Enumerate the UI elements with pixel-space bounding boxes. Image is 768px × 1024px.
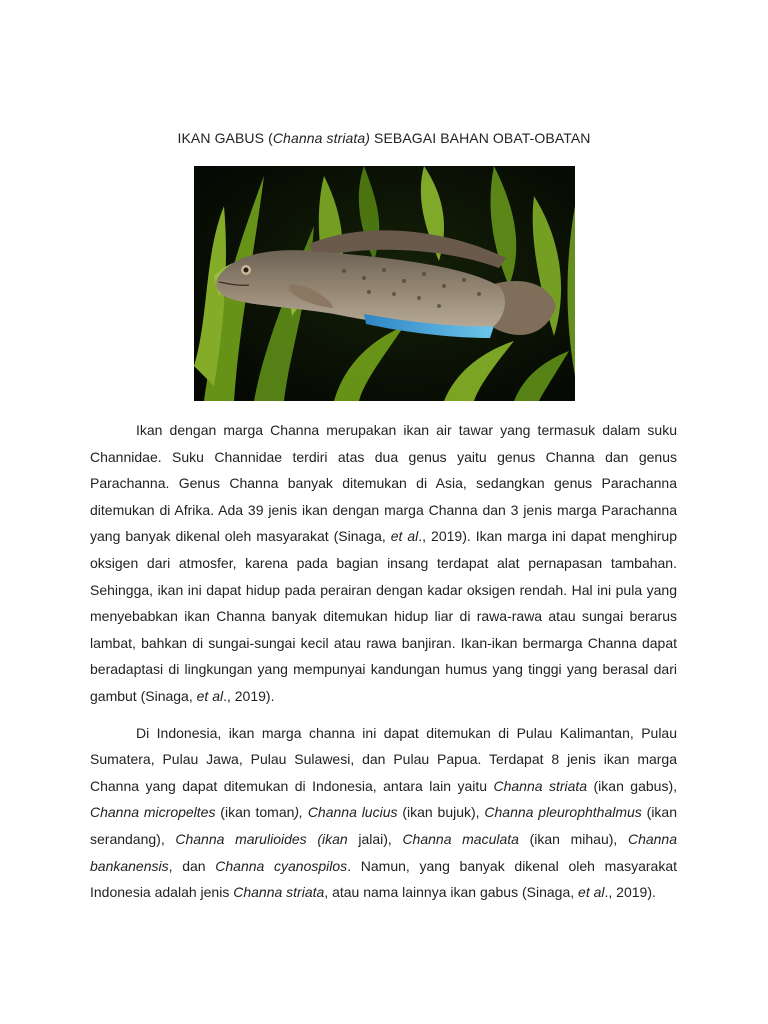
italic-text-run: et al — [578, 884, 605, 901]
paragraph-1 — [90, 417, 677, 710]
text-run: (ikan serandang), — [90, 804, 677, 847]
italic-text-run: et al — [390, 528, 419, 545]
text-run: (ikan mihau), — [518, 830, 628, 847]
text-run: , dan — [168, 857, 216, 874]
title-text-suffix: SEBAGAI BAHAN OBAT-OBATAN — [370, 130, 591, 146]
text-run: jalai), — [347, 830, 403, 847]
italic-text-run: Channa striata — [233, 884, 325, 901]
title-text: IKAN GABUS ( — [177, 130, 273, 146]
italic-text-run: Channa marulioides (ikan — [175, 830, 348, 847]
italic-text-run: Channa cyanospilos — [215, 857, 348, 874]
page-title — [0, 130, 768, 146]
title-species-name: Channa striata) — [272, 130, 371, 146]
text-run: (ikan bujuk), — [397, 804, 485, 821]
italic-text-run: Channa micropeltes — [90, 804, 216, 821]
italic-text-run: Channa bankanensis — [90, 830, 677, 874]
text-run: . Namun, yang banyak dikenal oleh masyarakat Indonesia adalah jenis — [90, 857, 677, 901]
text-run: (ikan toman — [215, 804, 295, 821]
italic-text-run: et al — [196, 687, 224, 704]
text-run: ., 2019). — [223, 687, 275, 704]
text-run: ., 2019). — [604, 884, 656, 901]
snakehead-fish-illustration — [194, 166, 575, 401]
italic-text-run: ), Channa lucius — [294, 804, 398, 821]
paragraph-2 — [90, 720, 677, 906]
fish-photo — [194, 166, 575, 401]
italic-text-run: Channa striata — [493, 777, 588, 794]
text-run: ., 2019). Ikan marga ini dapat menghirup oksigen dari atmosfer, karena pada bagian insang terdapat alat pernapasan tambahan. Sehingga, ikan ini dapat hidup pada perairan dengan kadar oksigen rendah. Hal ini pula yang menyebabkan ikan Channa banyak ditemukan hidup liar di rawa-rawa atau sungai berarus lambat, bahkan di sungai-sungai kecil atau rawa banjiran. Ikan-ikan bermarga Channa dapat beradaptasi di lingkungan yang mempunyai kandungan humus yang tinggi yang berasal dari gambut (Sinaga, — [90, 528, 677, 704]
italic-text-run: Channa pleurophthalmus — [484, 804, 642, 821]
italic-text-run: Channa maculata — [402, 830, 519, 847]
text-run: , atau nama lainnya ikan gabus (Sinaga, — [324, 884, 579, 901]
text-run: Ikan dengan marga Channa merupakan ikan air tawar yang termasuk dalam suku Channidae. Suku Channidae terdiri atas dua genus yaitu genus Channa dan genus Parachanna. Genus Channa banyak ditemukan di Asia, sedangkan genus Parachanna ditemukan di Afrika. Ada 39 jenis ikan dengan marga Channa dan 3 jenis marga Parachanna yang banyak dikenal oleh masyarakat (Sinaga, — [90, 422, 677, 545]
article-body — [90, 417, 677, 906]
text-run: Di Indonesia, ikan marga channa ini dapat ditemukan di Pulau Kalimantan, Pulau Sumatera, Pulau Jawa, Pulau Sulawesi, dan Pulau Papua. Terdapat 8 jenis ikan marga Channa yang dapat ditemukan di Indonesia, antara lain yaitu — [90, 724, 677, 794]
text-run: (ikan gabus), — [587, 777, 677, 794]
